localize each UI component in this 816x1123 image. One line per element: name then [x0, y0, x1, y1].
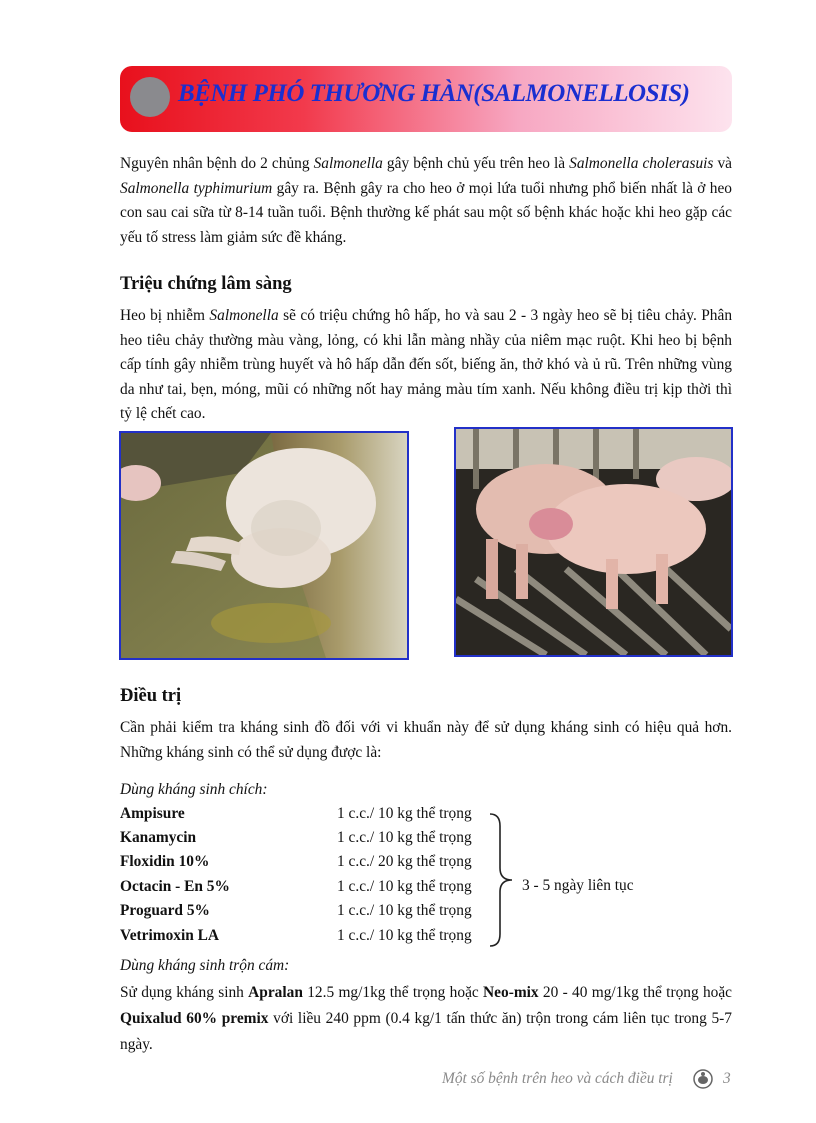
- duration-text: 3 - 5 ngày liên tục: [522, 877, 634, 894]
- intro-paragraph: Nguyên nhân bệnh do 2 chủng Salmonella gây bệnh chủ yếu trên heo là Salmonella cholerasuis và Salmonella typhimurium gây ra. Bệnh gây ra cho heo ở mọi lứa tuổi nhưng phổ biến nhất là ở heo con sau cai sữa từ 8-14 tuần tuổi. Bệnh thường kế phát sau một số bệnh khác hoặc khi heo gặp các yếu tố stress làm giảm sức đề kháng.: [120, 155, 733, 246]
- drug-dose: 1 c.c./ 10 kg thể trọng: [337, 805, 472, 822]
- drug-row: [120, 878, 500, 902]
- drug-row: [120, 902, 500, 926]
- treatment-paragraph: Cần phải kiểm tra kháng sinh đồ đối với vi khuẩn này để sử dụng kháng sinh có hiệu quả hơn. Những kháng sinh có thể sử dụng được là:: [120, 719, 732, 761]
- drug-row: [120, 927, 500, 951]
- photo-sick-pig-lying-image: [121, 433, 407, 658]
- injection-label: Dùng kháng sinh chích:: [120, 781, 268, 798]
- drug-name: Proguard 5%: [120, 902, 210, 919]
- photo-pigs-standing-image: [456, 429, 731, 655]
- drug-dose: 1 c.c./ 20 kg thể trọng: [337, 853, 472, 870]
- drug-name: Floxidin 10%: [120, 853, 210, 870]
- treatment-heading: Điều trị: [120, 686, 182, 706]
- symptoms-paragraph: Heo bị nhiễm Salmonella sẽ có triệu chứng hô hấp, ho và sau 2 - 3 ngày heo sẽ bị tiêu chảy. Phân heo tiêu chảy thường màu vàng, lỏng, có khi lẫn màng nhầy của niêm mạc ruột. Khi heo bị bệnh cấp tính gây nhiễm trùng huyết và hô hấp dẫn đến sốt, biếng ăn, thở khó và ủ rũ. Trên những vùng da như tai, bẹn, móng, mũi có những nốt hay mảng màu tím xanh. Nếu không điều trị kịp thời thì tỷ lệ chết cao.: [120, 307, 733, 423]
- drug-name: Vetrimoxin LA: [120, 927, 220, 944]
- drug-row: [120, 805, 500, 829]
- title-banner: [120, 66, 732, 132]
- banner-circle-icon: [130, 77, 170, 117]
- pig-logo-icon: [693, 1068, 713, 1090]
- symptoms-heading: Triệu chứng lâm sàng: [120, 274, 292, 294]
- drug-dose: 1 c.c./ 10 kg thể trọng: [337, 829, 472, 846]
- drug-row: [120, 853, 500, 877]
- drug-name: Ampisure: [120, 805, 185, 822]
- photo-pigs-standing: [454, 427, 733, 657]
- drug-name: Octacin - En 5%: [120, 878, 230, 895]
- page-number: 3: [723, 1070, 731, 1087]
- feed-paragraph: Sử dụng kháng sinh Apralan 12.5 mg/1kg thể trọng hoặc Neo-mix 20 - 40 mg/1kg thể trọng hoặc Quixalud 60% premix với liều 240 ppm (0.4 kg/1 tấn thức ăn) trộn trong cám liên tục trong 5-7 ngày.: [120, 984, 733, 1053]
- feed-label: Dùng kháng sinh trộn cám:: [120, 957, 290, 974]
- drug-row: [120, 829, 500, 853]
- brace-icon: [488, 812, 518, 948]
- footer-text: Một số bệnh trên heo và cách điều trị: [442, 1070, 673, 1087]
- page-title: BỆNH PHÓ THƯƠNG HÀN(SALMONELLOSIS): [178, 80, 690, 107]
- drug-name: Kanamycin: [120, 829, 197, 846]
- drug-dose: 1 c.c./ 10 kg thể trọng: [337, 927, 472, 944]
- drug-dose: 1 c.c./ 10 kg thể trọng: [337, 902, 472, 919]
- drug-dose: 1 c.c./ 10 kg thể trọng: [337, 878, 472, 895]
- photo-sick-pig-lying: [119, 431, 409, 660]
